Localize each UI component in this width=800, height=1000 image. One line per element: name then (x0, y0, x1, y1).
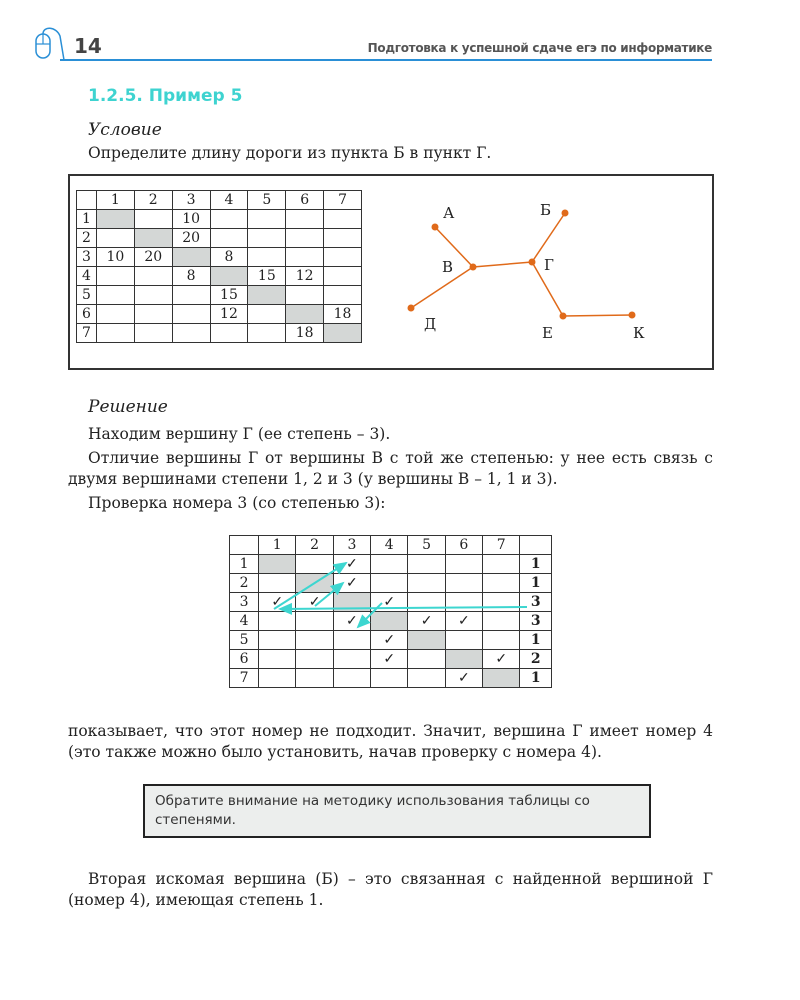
table-cell: 8 (210, 248, 248, 267)
condition-heading: Условие (88, 120, 162, 140)
table-cell: ✓ (371, 631, 408, 650)
condition-text: Определите длину дороги из пункта Б в пункт Г. (88, 144, 492, 162)
table-cell: ✓ (445, 669, 482, 688)
table-cell: 10 (96, 248, 134, 267)
degree-cell: 3 (520, 612, 552, 631)
degree-cell: 1 (520, 631, 552, 650)
table-cell: ✓ (259, 593, 296, 612)
node-label: Е (542, 324, 553, 342)
paragraph: Вторая искомая вершина (Б) – это связанная с найденной вершиной Г (номер 4), имеющая степень 1. (68, 870, 713, 909)
table-cell: ✓ (408, 612, 445, 631)
column-header: 4 (210, 191, 248, 210)
column-header: 1 (96, 191, 134, 210)
column-header: 4 (371, 536, 408, 555)
table-cell: ✓ (445, 612, 482, 631)
paragraph: Находим вершину Г (ее степень – 3). (88, 425, 391, 443)
row-header: 5 (230, 631, 259, 650)
row-header: 6 (77, 305, 97, 324)
table-cell: 15 (248, 267, 286, 286)
row-header: 7 (230, 669, 259, 688)
note-box: Обратите внимание на методику использования таблицы со степенями. (143, 784, 651, 838)
column-header: 2 (134, 191, 172, 210)
paragraph: Проверка номера 3 (со степенью 3): (88, 494, 386, 512)
table-cell: ✓ (371, 593, 408, 612)
table-cell: 20 (172, 229, 210, 248)
table-cell: 18 (324, 305, 362, 324)
column-header: 6 (445, 536, 482, 555)
table-cell: 20 (134, 248, 172, 267)
section-title: 1.2.5. Пример 5 (88, 86, 243, 106)
node-label: Б (540, 201, 552, 219)
row-header: 1 (230, 555, 259, 574)
column-header: 1 (259, 536, 296, 555)
column-header: 7 (483, 536, 520, 555)
table-cell: ✓ (371, 650, 408, 669)
table-cell: ✓ (333, 555, 370, 574)
table-cell: 12 (286, 267, 324, 286)
table-cell: 12 (210, 305, 248, 324)
row-header: 2 (230, 574, 259, 593)
paragraph: показывает, что этот номер не подходит. Значит, вершина Г имеет номер 4 (это также можно было установить, начав проверку с номера 4). (68, 722, 713, 761)
node-label: А (443, 204, 455, 222)
table-cell: ✓ (333, 612, 370, 631)
node-label: В (442, 258, 454, 276)
running-title: Подготовка к успешной сдаче егэ по информатике (367, 41, 712, 55)
column-header: 5 (248, 191, 286, 210)
degree-cell: 3 (520, 593, 552, 612)
table-cell: ✓ (296, 593, 333, 612)
degree-cell: 1 (520, 555, 552, 574)
row-header: 2 (77, 229, 97, 248)
column-header: 5 (408, 536, 445, 555)
table-cell: 8 (172, 267, 210, 286)
solution-heading: Решение (88, 397, 168, 417)
row-header: 3 (77, 248, 97, 267)
row-header: 4 (77, 267, 97, 286)
column-header: 6 (286, 191, 324, 210)
column-header: 3 (172, 191, 210, 210)
row-header: 6 (230, 650, 259, 669)
page-number: 14 (74, 34, 102, 58)
row-header: 1 (77, 210, 97, 229)
degree-cell: 1 (520, 574, 552, 593)
node-label: К (633, 324, 645, 342)
degree-cell: 1 (520, 669, 552, 688)
column-header: 7 (324, 191, 362, 210)
paragraph: Отличие вершины Г от вершины В с той же степенью: у нее есть связь с двумя вершинами степени 1, 2 и 3 (у вершины В – 1, 1 и 3). (68, 449, 713, 488)
row-header: 3 (230, 593, 259, 612)
column-header: 2 (296, 536, 333, 555)
node-label: Г (544, 256, 554, 274)
table-cell: ✓ (483, 650, 520, 669)
row-header: 7 (77, 324, 97, 343)
table-cell: 10 (172, 210, 210, 229)
row-header: 5 (77, 286, 97, 305)
table-cell: ✓ (333, 574, 370, 593)
row-header: 4 (230, 612, 259, 631)
table-cell: 15 (210, 286, 248, 305)
table-cell: 18 (286, 324, 324, 343)
column-header: 3 (333, 536, 370, 555)
node-label: Д (424, 315, 437, 333)
degree-cell: 2 (520, 650, 552, 669)
